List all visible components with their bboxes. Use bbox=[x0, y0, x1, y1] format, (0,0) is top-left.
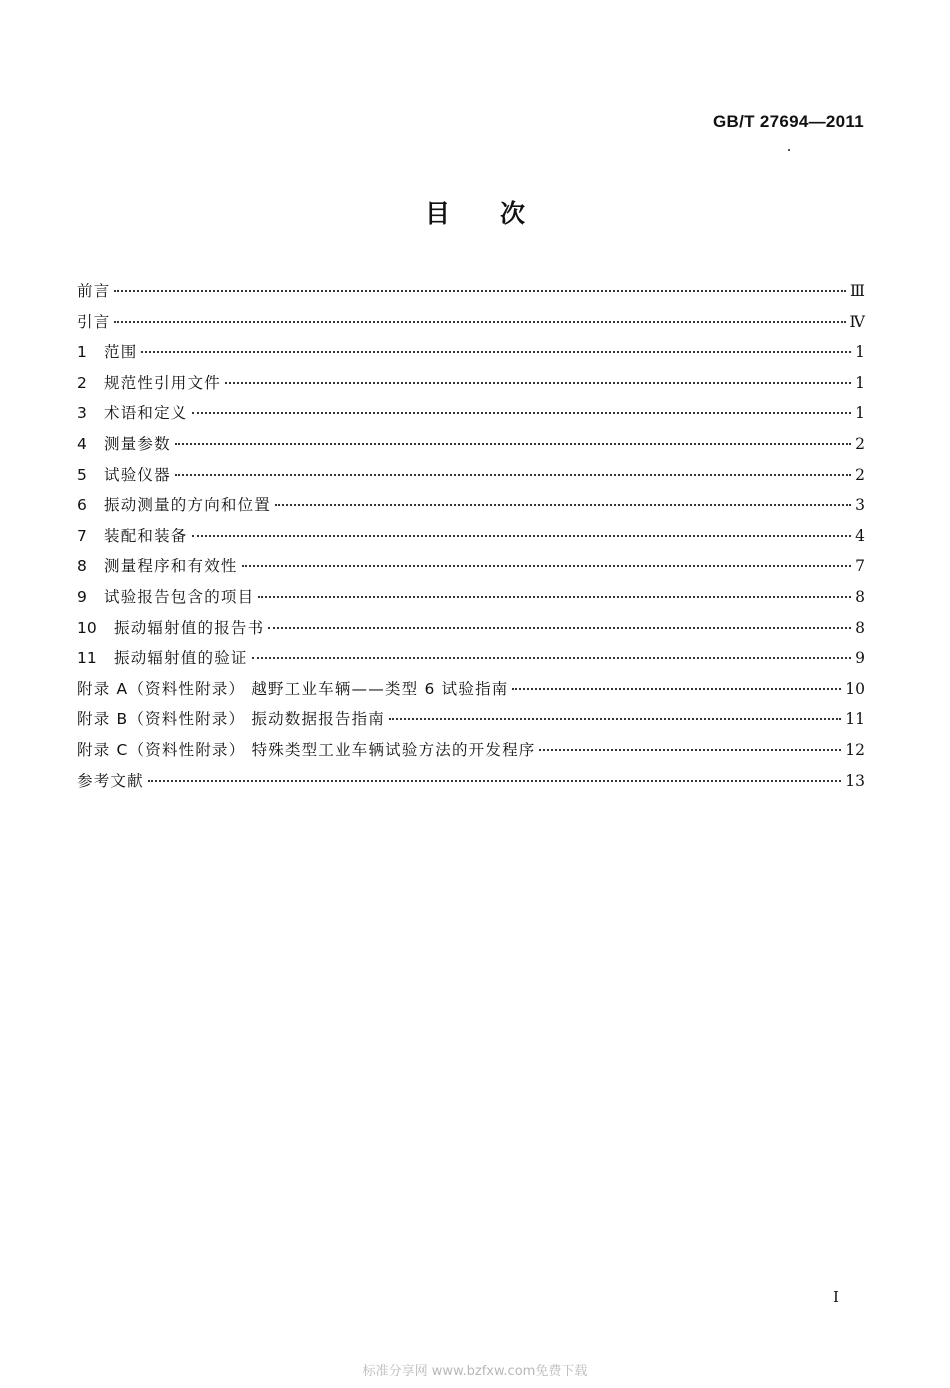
dot-leader bbox=[268, 627, 851, 629]
toc-entry-label: 测量参数 bbox=[104, 434, 171, 453]
toc-entry-page: 8 bbox=[855, 587, 865, 606]
dot-leader bbox=[225, 382, 851, 384]
toc-entry-6[interactable] bbox=[77, 490, 865, 521]
page-number: I bbox=[833, 1288, 839, 1306]
dot-leader bbox=[258, 596, 851, 598]
dot-leader bbox=[141, 351, 851, 353]
standard-code: GB/T 27694—2011 bbox=[713, 112, 864, 131]
toc-title-char-1: 目 bbox=[424, 199, 450, 228]
dot-leader bbox=[275, 504, 851, 506]
toc-entry-number: 2 bbox=[77, 373, 87, 392]
toc-entry-3[interactable] bbox=[77, 398, 865, 429]
toc-entry-label: 试验仪器 bbox=[104, 465, 171, 484]
toc-entry-number: 10 bbox=[77, 618, 97, 637]
toc-entry-number: 8 bbox=[77, 557, 87, 576]
toc-entry-number: 3 bbox=[77, 404, 87, 423]
toc-entry-label: 参考文献 bbox=[77, 771, 144, 790]
toc-entry-label: 引言 bbox=[77, 312, 111, 331]
toc-entry-8[interactable] bbox=[77, 551, 865, 582]
toc-entry-page: 4 bbox=[855, 526, 865, 545]
toc-entry-label: 附录 A（资料性附录） 越野工业车辆——类型 6 试验指南 bbox=[77, 679, 509, 698]
toc-entry-label: 附录 B（资料性附录） 振动数据报告指南 bbox=[77, 710, 385, 729]
toc-entry-page: 7 bbox=[855, 557, 865, 576]
watermark: 标准分享网 www.bzfxw.com免费下载 bbox=[362, 1364, 588, 1379]
dot-leader bbox=[389, 718, 841, 720]
table-of-contents bbox=[77, 276, 865, 796]
toc-entry-bibliography[interactable] bbox=[77, 766, 865, 797]
toc-entry-page: 1 bbox=[855, 343, 865, 362]
toc-entry-number: 7 bbox=[77, 526, 87, 545]
toc-entry-4[interactable] bbox=[77, 429, 865, 460]
toc-entry-page: 12 bbox=[845, 740, 865, 759]
toc-entry-label: 振动辐射值的报告书 bbox=[114, 618, 265, 637]
toc-entry-page: 2 bbox=[855, 465, 865, 484]
toc-entry-page: 11 bbox=[845, 710, 865, 729]
toc-entry-9[interactable] bbox=[77, 582, 865, 613]
toc-entry-label: 振动辐射值的验证 bbox=[114, 649, 248, 668]
toc-entry-label: 试验报告包含的项目 bbox=[104, 587, 255, 606]
dot-leader bbox=[192, 535, 851, 537]
toc-entry-number: 6 bbox=[77, 496, 87, 515]
dot-leader bbox=[242, 565, 851, 567]
toc-entry-page: 2 bbox=[855, 434, 865, 453]
scan-speck bbox=[788, 149, 790, 151]
toc-entry-label: 规范性引用文件 bbox=[104, 373, 221, 392]
toc-entry-label: 振动测量的方向和位置 bbox=[104, 496, 272, 515]
toc-entry-5[interactable] bbox=[77, 460, 865, 491]
toc-title-char-2: 次 bbox=[500, 199, 526, 228]
toc-entry-page: 10 bbox=[845, 679, 865, 698]
toc-entry-page: 13 bbox=[845, 771, 865, 790]
dot-leader bbox=[512, 688, 841, 690]
dot-leader bbox=[252, 657, 851, 659]
toc-entry-number: 5 bbox=[77, 465, 87, 484]
toc-entry-page: 9 bbox=[855, 649, 865, 668]
dot-leader bbox=[192, 412, 851, 414]
toc-entry-page: Ⅲ bbox=[850, 282, 865, 300]
toc-entry-label: 测量程序和有效性 bbox=[104, 557, 238, 576]
toc-entry-page: 3 bbox=[855, 496, 865, 515]
dot-leader bbox=[175, 474, 851, 476]
toc-entry-7[interactable] bbox=[77, 521, 865, 552]
toc-entry-page: Ⅳ bbox=[849, 312, 865, 331]
toc-entry-annex-a[interactable] bbox=[77, 674, 865, 705]
toc-entry-number: 4 bbox=[77, 434, 87, 453]
toc-entry-2[interactable] bbox=[77, 368, 865, 399]
toc-entry-label: 附录 C（资料性附录） 特殊类型工业车辆试验方法的开发程序 bbox=[77, 740, 536, 759]
toc-entry-label: 装配和装备 bbox=[104, 526, 188, 545]
dot-leader bbox=[539, 749, 841, 751]
toc-entry-label: 范围 bbox=[104, 343, 138, 362]
toc-entry-introduction[interactable] bbox=[77, 307, 865, 338]
dot-leader bbox=[114, 321, 845, 323]
toc-entry-foreword[interactable] bbox=[77, 276, 865, 307]
toc-entry-annex-c[interactable] bbox=[77, 735, 865, 766]
toc-entry-page: 1 bbox=[855, 404, 865, 423]
toc-entry-label: 前言 bbox=[77, 282, 111, 300]
dot-leader bbox=[175, 443, 851, 445]
toc-entry-annex-b[interactable] bbox=[77, 704, 865, 735]
dot-leader bbox=[148, 780, 841, 782]
toc-entry-1[interactable] bbox=[77, 337, 865, 368]
toc-entry-page: 1 bbox=[855, 373, 865, 392]
toc-entry-label: 术语和定义 bbox=[104, 404, 188, 423]
toc-entry-11[interactable] bbox=[77, 643, 865, 674]
toc-entry-number: 1 bbox=[77, 343, 87, 362]
toc-entry-10[interactable] bbox=[77, 613, 865, 644]
dot-leader bbox=[114, 290, 846, 292]
toc-entry-page: 8 bbox=[855, 618, 865, 637]
toc-entry-number: 9 bbox=[77, 587, 87, 606]
toc-title bbox=[0, 194, 950, 230]
toc-entry-number: 11 bbox=[77, 649, 97, 668]
